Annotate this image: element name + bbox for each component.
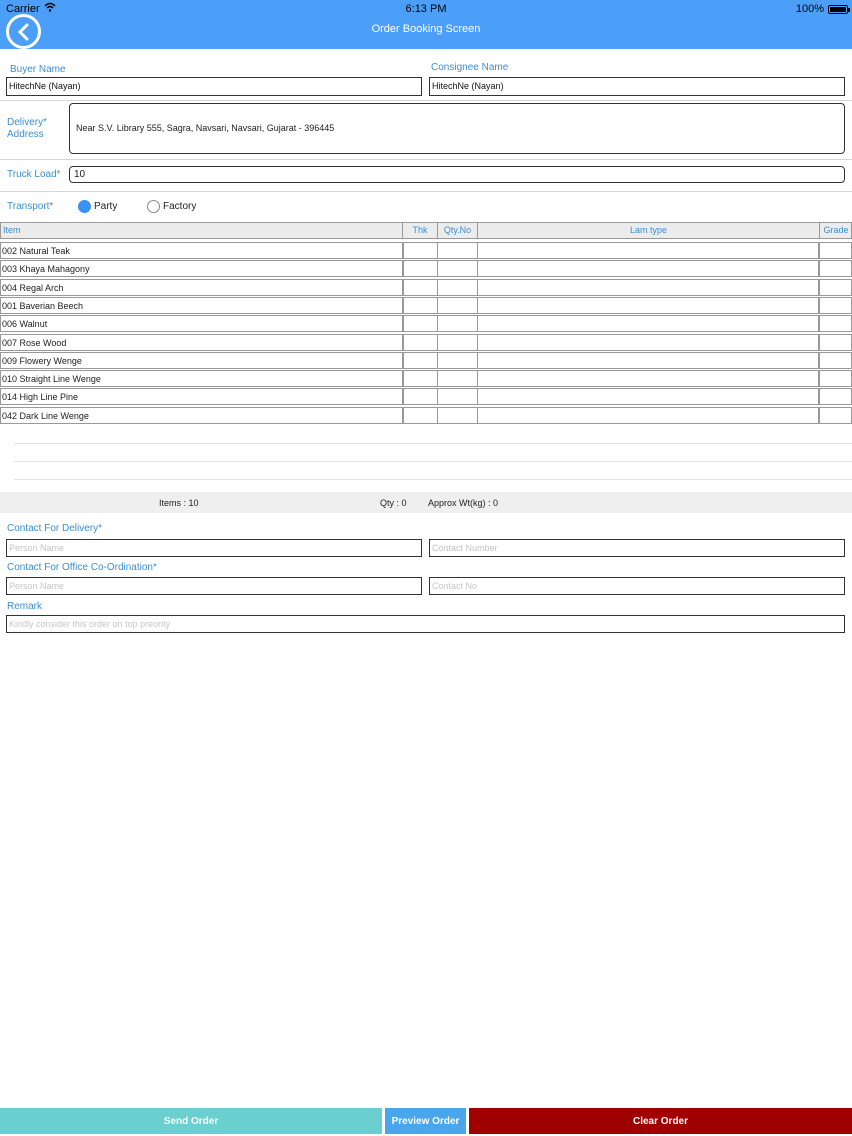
thk-cell[interactable] bbox=[403, 370, 438, 387]
delivery-label-line1: Delivery* bbox=[7, 117, 48, 128]
preview-order-button[interactable]: Preview Order bbox=[385, 1108, 466, 1134]
transport-party-radio[interactable] bbox=[78, 200, 91, 213]
thk-cell[interactable] bbox=[403, 315, 438, 332]
divider bbox=[0, 159, 852, 160]
lam-type-cell[interactable] bbox=[477, 388, 819, 405]
lam-type-cell[interactable] bbox=[477, 315, 819, 332]
grade-cell[interactable] bbox=[819, 388, 852, 405]
qty-cell[interactable] bbox=[437, 370, 478, 387]
table-row[interactable] bbox=[0, 388, 852, 405]
grade-cell[interactable] bbox=[819, 407, 852, 424]
item-cell: 009 Flowery Wenge bbox=[0, 352, 403, 369]
delivery-person-name-input[interactable]: Person Name bbox=[6, 539, 422, 557]
buyer-name-label: Buyer Name bbox=[10, 64, 66, 75]
qty-total: Qty : 0 bbox=[380, 498, 407, 508]
item-cell: 002 Natural Teak bbox=[0, 242, 403, 259]
grade-cell[interactable] bbox=[819, 352, 852, 369]
qty-cell[interactable] bbox=[437, 388, 478, 405]
delivery-address-field[interactable]: Near S.V. Library 555, Sagra, Navsari, Navsari, Gujarat - 396445 bbox=[69, 103, 845, 154]
remark-label: Remark bbox=[7, 601, 43, 612]
consignee-name-label: Consignee Name bbox=[431, 62, 509, 73]
transport-label: Transport* bbox=[7, 201, 54, 212]
grade-cell[interactable] bbox=[819, 315, 852, 332]
item-cell: 001 Baverian Beech bbox=[0, 297, 403, 314]
grade-cell[interactable] bbox=[819, 334, 852, 351]
table-row[interactable] bbox=[0, 242, 852, 259]
summary-bar bbox=[0, 492, 852, 513]
qty-cell[interactable] bbox=[437, 242, 478, 259]
lam-type-cell[interactable] bbox=[477, 352, 819, 369]
truck-load-field[interactable]: 10 bbox=[69, 166, 845, 183]
column-header-qty: Qty.No bbox=[438, 223, 478, 238]
divider bbox=[14, 479, 852, 480]
item-cell: 003 Khaya Mahagony bbox=[0, 260, 403, 277]
office-contact-number-input[interactable]: Contact No bbox=[429, 577, 845, 595]
lam-type-cell[interactable] bbox=[477, 407, 819, 424]
carrier-label: Carrier bbox=[6, 3, 40, 15]
transport-factory-radio[interactable] bbox=[147, 200, 160, 213]
remark-input[interactable]: Kindly consider this order on top preority bbox=[6, 615, 845, 633]
grade-cell[interactable] bbox=[819, 279, 852, 296]
divider bbox=[0, 191, 852, 192]
delivery-address-label bbox=[7, 117, 47, 141]
contact-delivery-label: Contact For Delivery* bbox=[7, 523, 103, 534]
contact-office-label: Contact For Office Co-Ordination* bbox=[7, 562, 157, 573]
nav-bar bbox=[0, 18, 852, 49]
lam-type-cell[interactable] bbox=[477, 334, 819, 351]
approx-weight: Approx Wt(kg) : 0 bbox=[428, 498, 499, 508]
column-header-item: Item bbox=[1, 223, 403, 238]
consignee-name-field[interactable]: HitechNe (Nayan) bbox=[429, 77, 845, 96]
table-row[interactable] bbox=[0, 334, 852, 351]
grade-cell[interactable] bbox=[819, 297, 852, 314]
battery-icon bbox=[828, 5, 848, 14]
qty-cell[interactable] bbox=[437, 297, 478, 314]
status-time: 6:13 PM bbox=[405, 3, 447, 15]
item-cell: 004 Regal Arch bbox=[0, 279, 403, 296]
status-bar bbox=[0, 0, 852, 18]
thk-cell[interactable] bbox=[403, 334, 438, 351]
table-row[interactable] bbox=[0, 297, 852, 314]
item-cell: 042 Dark Line Wenge bbox=[0, 407, 403, 424]
office-person-name-input[interactable]: Person Name bbox=[6, 577, 422, 595]
item-cell: 006 Walnut bbox=[0, 315, 403, 332]
transport-factory-label[interactable]: Factory bbox=[163, 201, 197, 212]
page-title: Order Booking Screen bbox=[371, 23, 481, 35]
lam-type-cell[interactable] bbox=[477, 370, 819, 387]
table-row[interactable] bbox=[0, 315, 852, 332]
truck-load-label: Truck Load* bbox=[7, 169, 61, 180]
item-cell: 010 Straight Line Wenge bbox=[0, 370, 403, 387]
item-cell: 007 Rose Wood bbox=[0, 334, 403, 351]
thk-cell[interactable] bbox=[403, 279, 438, 296]
qty-cell[interactable] bbox=[437, 315, 478, 332]
lam-type-cell[interactable] bbox=[477, 297, 819, 314]
battery-percent: 100% bbox=[795, 3, 824, 15]
transport-party-label[interactable]: Party bbox=[94, 201, 118, 212]
table-row[interactable] bbox=[0, 352, 852, 369]
thk-cell[interactable] bbox=[403, 242, 438, 259]
thk-cell[interactable] bbox=[403, 388, 438, 405]
table-row[interactable] bbox=[0, 407, 852, 424]
divider bbox=[0, 100, 852, 101]
thk-cell[interactable] bbox=[403, 260, 438, 277]
qty-cell[interactable] bbox=[437, 279, 478, 296]
thk-cell[interactable] bbox=[403, 297, 438, 314]
lam-type-cell[interactable] bbox=[477, 242, 819, 259]
table-row[interactable] bbox=[0, 260, 852, 277]
clear-order-button[interactable]: Clear Order bbox=[469, 1108, 852, 1134]
grid-header bbox=[0, 222, 852, 239]
grade-cell[interactable] bbox=[819, 242, 852, 259]
thk-cell[interactable] bbox=[403, 352, 438, 369]
column-header-grade: Grade bbox=[823, 225, 849, 235]
thk-cell[interactable] bbox=[403, 407, 438, 424]
qty-cell[interactable] bbox=[437, 407, 478, 424]
buyer-name-field[interactable]: HitechNe (Nayan) bbox=[6, 77, 422, 96]
qty-cell[interactable] bbox=[437, 260, 478, 277]
grade-cell[interactable] bbox=[819, 260, 852, 277]
lam-type-cell[interactable] bbox=[477, 260, 819, 277]
grade-cell[interactable] bbox=[819, 370, 852, 387]
table-row[interactable] bbox=[0, 279, 852, 296]
table-row[interactable] bbox=[0, 370, 852, 387]
delivery-label-line2: Address bbox=[7, 129, 44, 140]
divider bbox=[14, 461, 852, 462]
divider bbox=[14, 443, 852, 444]
item-cell: 014 High Line Pine bbox=[0, 388, 403, 405]
items-count: Items : 10 bbox=[159, 498, 199, 508]
column-header-lam-type: Lam type bbox=[478, 223, 820, 238]
delivery-contact-number-input[interactable]: Contact Number bbox=[429, 539, 845, 557]
lam-type-cell[interactable] bbox=[477, 279, 819, 296]
qty-cell[interactable] bbox=[437, 334, 478, 351]
column-header-thk: Thk bbox=[403, 223, 438, 238]
qty-cell[interactable] bbox=[437, 352, 478, 369]
send-order-button[interactable]: Send Order bbox=[0, 1108, 382, 1134]
